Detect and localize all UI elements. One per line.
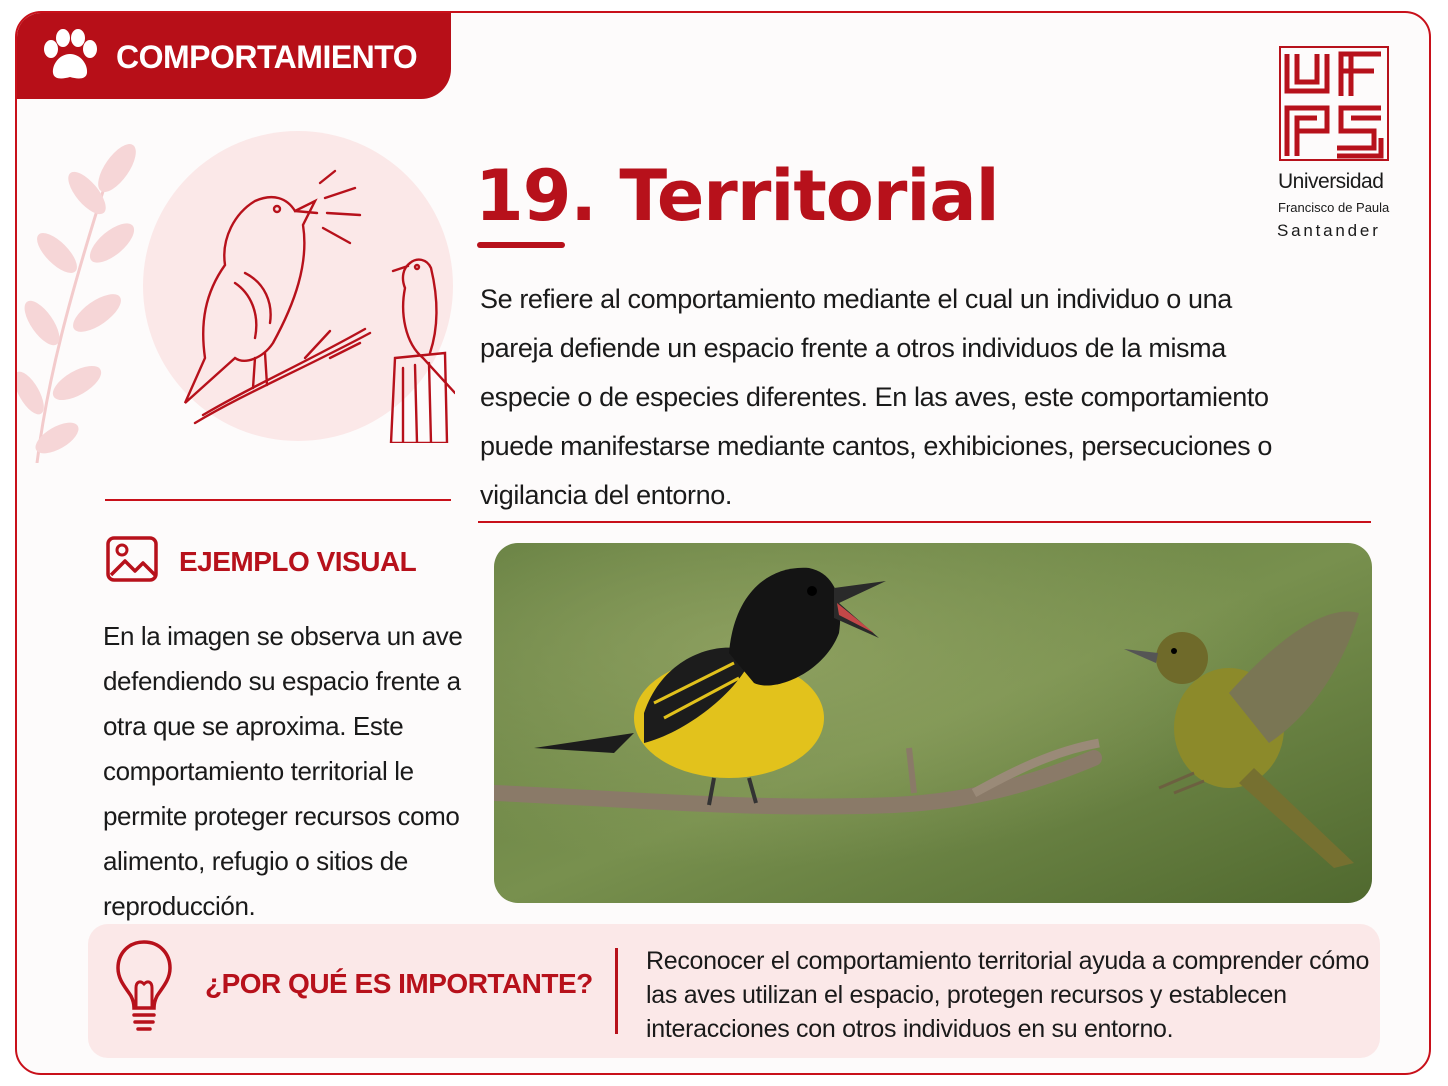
divider (478, 521, 1371, 523)
info-card (15, 11, 1431, 1075)
section-label: COMPORTAMIENTO (116, 39, 418, 75)
importance-title: ¿POR QUÉ ES IMPORTANTE? (205, 968, 593, 999)
example-title: EJEMPLO VISUAL (179, 546, 417, 577)
leaf-decoration (17, 133, 147, 463)
importance-text: Reconocer el comportamiento territorial ayuda a comprender cómo las aves utilizan el espacio, protegen recursos y establecen interacciones con otros individuos en su entorno. (646, 947, 1370, 1043)
university-name: Universidad (1278, 170, 1384, 193)
example-text: En la imagen se observa un ave defendiendo su espacio frente a otra que se aproxima. Este comportamiento territorial le permite proteger recursos como alimento, refugio o sitios de reproducción. (103, 621, 463, 921)
description-text: Se refiere al comportamiento mediante el cual un individuo o una pareja defiende un espacio frente a otros individuos de la misma especie o de especies diferentes. En las aves, este comportamiento puede manifestarse mediante cantos, exhibiciones, persecuciones o vigilancia del entorno. (480, 284, 1272, 510)
university-name-line3: Santander (1277, 221, 1381, 240)
image-icon (105, 535, 159, 583)
divider (105, 499, 451, 501)
territorial-birds-photo (494, 543, 1372, 903)
singing-birds-illustration (155, 153, 455, 443)
section-tag (17, 13, 451, 99)
paw-icon (39, 27, 101, 85)
university-name-line2: Francisco de Paula (1278, 200, 1390, 215)
page-title: 19. Territorial (475, 155, 999, 237)
title-underline (477, 242, 565, 248)
importance-box (88, 924, 1380, 1058)
lightbulb-icon (114, 938, 174, 1036)
ufps-logo (1279, 46, 1389, 161)
divider (615, 948, 618, 1034)
